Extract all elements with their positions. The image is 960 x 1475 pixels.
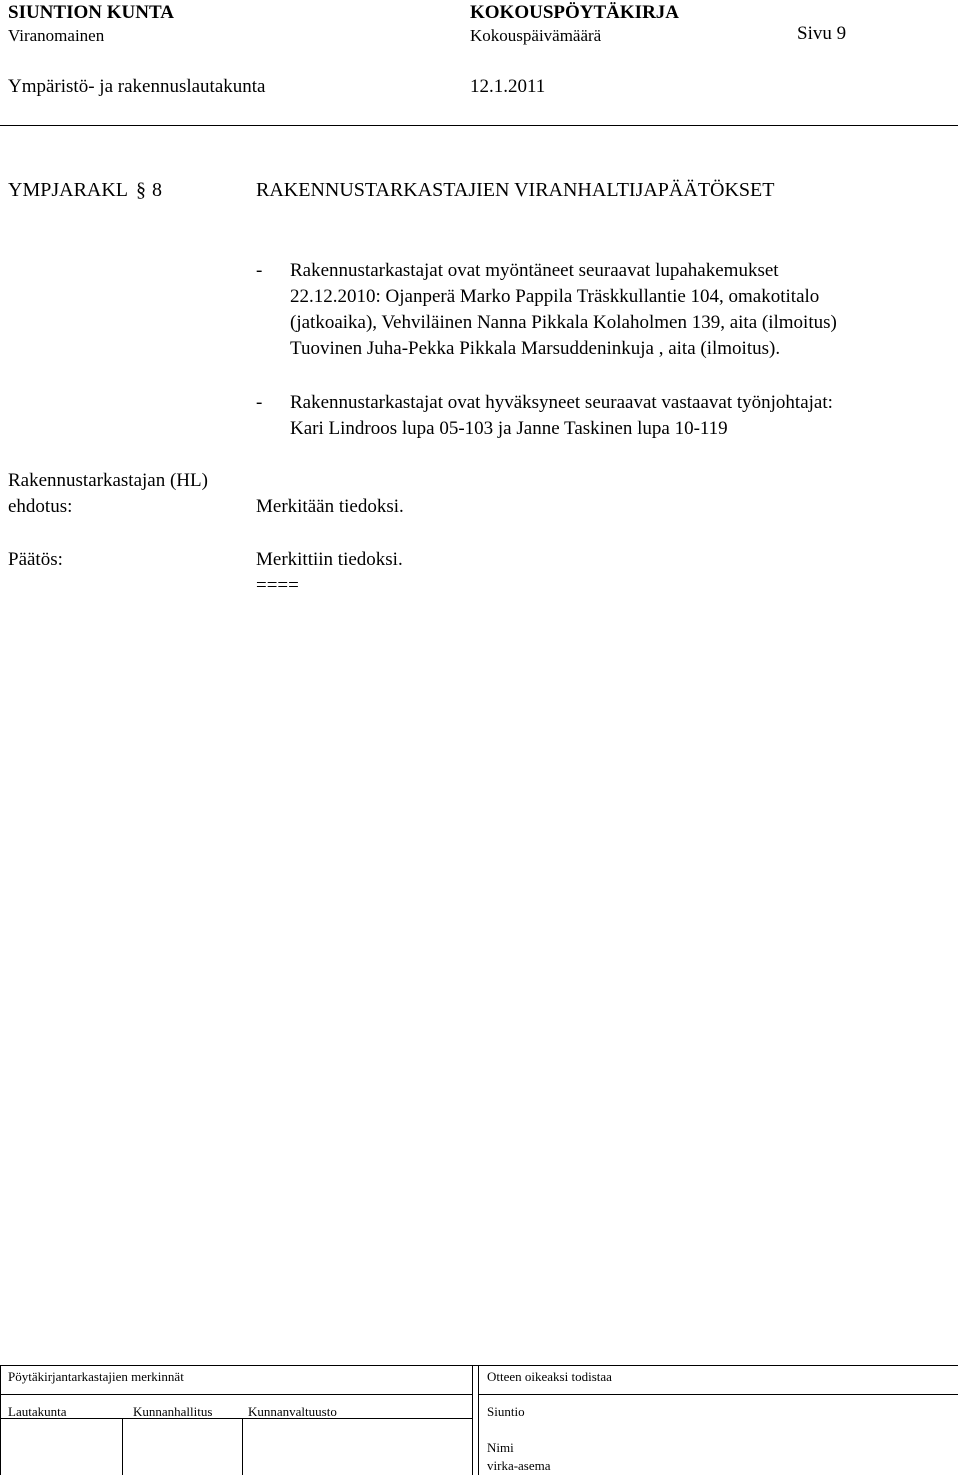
footer-center-divider: [478, 1365, 479, 1475]
section-symbol: §: [136, 179, 147, 201]
bullet-1-line: Rakennustarkastajat ovat myöntäneet seuraavat lupahakemukset: [290, 260, 779, 281]
bullet-1-line: (jatkoaika), Vehviläinen Nanna Pikkala Kolaholmen 139, aita (ilmoitus): [290, 312, 837, 333]
footer-left-border: [0, 1365, 1, 1475]
place: Siuntio: [487, 1404, 525, 1419]
bullet-2-line: Rakennustarkastajat ovat hyväksyneet seuraavat vastaavat työnjohtajat:: [290, 392, 833, 413]
footer-col-divider: [122, 1418, 123, 1475]
document-type: KOKOUSPÖYTÄKIRJA: [470, 2, 680, 23]
bullet-1-line: Tuovinen Juha-Pekka Pikkala Marsuddeninkuja , aita (ilmoitus).: [290, 338, 781, 359]
authority-label: Viranomainen: [8, 26, 105, 45]
footer-lower-rule-left: [0, 1418, 472, 1419]
municipality-name: SIUNTION KUNTA: [8, 2, 174, 23]
footer-col-divider: [242, 1418, 243, 1475]
proposal-label-line: ehdotus:: [8, 496, 73, 517]
page-number: Sivu 9: [797, 23, 847, 44]
decision-label: Päätös:: [8, 549, 63, 570]
meeting-date: 12.1.2011: [470, 76, 546, 97]
certified-label: Otteen oikeaksi todistaa: [487, 1369, 612, 1384]
position-label: virka-asema: [487, 1458, 551, 1473]
name-label: Nimi: [487, 1440, 514, 1455]
bullet-1-line: 22.12.2010: Ojanperä Marko Pappila Träskkullantie 104, omakotitalo: [290, 286, 820, 307]
proposal-text: Merkitään tiedoksi.: [256, 496, 404, 517]
bullet-2-line: Kari Lindroos lupa 05-103 ja Janne Taskinen lupa 10-119: [290, 418, 728, 439]
footer-top-rule: [0, 1365, 958, 1366]
bullet-dash: -: [256, 392, 263, 413]
item-code: [8, 179, 162, 202]
footer-center-divider: [472, 1365, 473, 1475]
item-code-text: YMPJARAKL: [8, 179, 129, 201]
header-divider: [0, 125, 958, 126]
footer-mid-rule-left: [0, 1394, 472, 1395]
col-board: Lautakunta: [8, 1404, 67, 1419]
meeting-date-label: Kokouspäivämäärä: [470, 26, 602, 45]
inspectors-label: Pöytäkirjantarkastajien merkinnät: [8, 1369, 184, 1384]
col-government: Kunnanhallitus: [133, 1404, 213, 1419]
decision-text: Merkittiin tiedoksi.: [256, 549, 403, 570]
bullet-dash: -: [256, 260, 263, 281]
footer-mid-rule-right: [478, 1394, 958, 1395]
bullet-1-text: [290, 258, 837, 362]
authority-name: Ympäristö- ja rakennuslautakunta: [8, 76, 266, 97]
proposal-label-line: Rakennustarkastajan (HL): [8, 470, 208, 491]
item-number: 8: [152, 179, 163, 201]
item-title: RAKENNUSTARKASTAJIEN VIRANHALTIJAPÄÄTÖKSET: [256, 179, 775, 201]
proposal-label: [8, 468, 208, 520]
bullet-2-text: [290, 390, 833, 442]
end-marker: ====: [256, 575, 299, 596]
col-council: Kunnanvaltuusto: [248, 1404, 337, 1419]
